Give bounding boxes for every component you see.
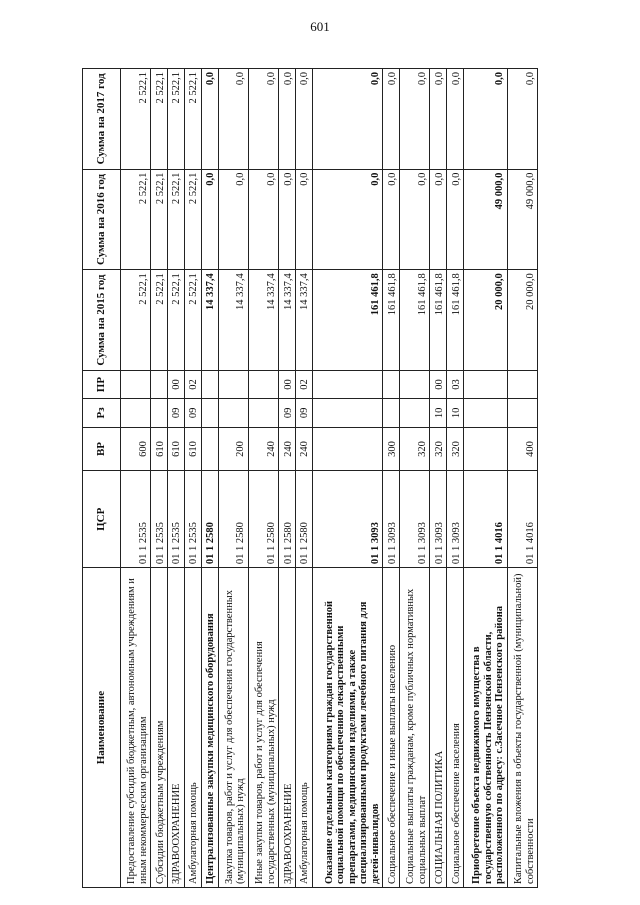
- sum-2016-cell: 0,0: [248, 169, 278, 270]
- sum-2017-cell: 2 522,1: [168, 69, 185, 170]
- rz-cell: [218, 399, 248, 427]
- vr-cell: 200: [218, 427, 248, 471]
- header-sum-2017: Сумма на 2017 год: [83, 69, 121, 170]
- sum-2017-cell: 0,0: [507, 69, 537, 170]
- rz-cell: 09: [296, 399, 313, 427]
- pr-cell: [151, 370, 168, 398]
- pr-cell: [312, 370, 382, 398]
- sum-2015-cell: 14 337,4: [296, 270, 313, 371]
- table-row: [184, 69, 201, 888]
- sum-2017-cell: 0,0: [296, 69, 313, 170]
- sum-2015-cell: 20 000,0: [464, 270, 508, 371]
- name-cell: СОЦИАЛЬНАЯ ПОЛИТИКА: [430, 568, 447, 888]
- sum-2016-cell: 0,0: [447, 169, 464, 270]
- sum-2016-cell: 2 522,1: [168, 169, 185, 270]
- name-cell: Капитальные вложения в объекты государственной (муниципальной) собственности: [507, 568, 537, 888]
- table-row: [296, 69, 313, 888]
- sum-2017-cell: 2 522,1: [184, 69, 201, 170]
- table-row: [400, 69, 430, 888]
- sum-2016-cell: 0,0: [279, 169, 296, 270]
- pr-cell: 00: [168, 370, 185, 398]
- csr-cell: 01 1 2580: [279, 471, 296, 568]
- rz-cell: 10: [430, 399, 447, 427]
- name-cell: Оказание отдельным категориям граждан государственной социальной помощи по обеспечению лекарственными препаратами, медицинскими изделиями, а также специализированными продуктами лечебного питания для детей-инвалидов: [312, 568, 382, 888]
- name-cell: ЗДРАВООХРАНЕНИЕ: [168, 568, 185, 888]
- pr-cell: [201, 370, 218, 398]
- csr-cell: 01 1 4016: [507, 471, 537, 568]
- name-cell: Иные закупки товаров, работ и услуг для обеспечения государственных (муниципальных) нужд: [248, 568, 278, 888]
- sum-2015-cell: 161 461,8: [447, 270, 464, 371]
- table-row: [218, 69, 248, 888]
- pr-cell: [400, 370, 430, 398]
- vr-cell: [201, 427, 218, 471]
- sum-2015-cell: 2 522,1: [184, 270, 201, 371]
- rz-cell: [201, 399, 218, 427]
- table-row: [201, 69, 218, 888]
- rz-cell: 09: [184, 399, 201, 427]
- rz-cell: [312, 399, 382, 427]
- name-cell: Социальное обеспечение населения: [447, 568, 464, 888]
- header-rz: Рз: [83, 399, 121, 427]
- sum-2015-cell: 161 461,8: [383, 270, 400, 371]
- rotated-table-wrapper: [82, 68, 538, 888]
- csr-cell: 01 1 2535: [121, 471, 151, 568]
- csr-cell: 01 1 2535: [184, 471, 201, 568]
- vr-cell: 320: [430, 427, 447, 471]
- vr-cell: 240: [248, 427, 278, 471]
- sum-2017-cell: 0,0: [464, 69, 508, 170]
- table-row: [383, 69, 400, 888]
- vr-cell: [464, 427, 508, 471]
- vr-cell: 300: [383, 427, 400, 471]
- sum-2015-cell: 161 461,8: [312, 270, 382, 371]
- sum-2016-cell: 0,0: [218, 169, 248, 270]
- vr-cell: 240: [296, 427, 313, 471]
- pr-cell: 02: [296, 370, 313, 398]
- sum-2017-cell: 0,0: [312, 69, 382, 170]
- name-cell: ЗДРАВООХРАНЕНИЕ: [279, 568, 296, 888]
- header-vr: ВР: [83, 427, 121, 471]
- sum-2017-cell: 0,0: [279, 69, 296, 170]
- sum-2016-cell: 2 522,1: [184, 169, 201, 270]
- rz-cell: 09: [279, 399, 296, 427]
- sum-2017-cell: 0,0: [400, 69, 430, 170]
- sum-2017-cell: 0,0: [248, 69, 278, 170]
- vr-cell: [312, 427, 382, 471]
- vr-cell: 400: [507, 427, 537, 471]
- table-row: [464, 69, 508, 888]
- pr-cell: 00: [279, 370, 296, 398]
- name-cell: Закупка товаров, работ и услуг для обеспечения государственных (муниципальных) нужд: [218, 568, 248, 888]
- sum-2016-cell: 0,0: [400, 169, 430, 270]
- sum-2015-cell: 20 000,0: [507, 270, 537, 371]
- sum-2016-cell: 0,0: [430, 169, 447, 270]
- pr-cell: [248, 370, 278, 398]
- csr-cell: 01 1 2580: [201, 471, 218, 568]
- vr-cell: 320: [447, 427, 464, 471]
- header-name: Наименование: [83, 568, 121, 888]
- csr-cell: 01 1 4016: [464, 471, 508, 568]
- pr-cell: 02: [184, 370, 201, 398]
- vr-cell: 320: [400, 427, 430, 471]
- rz-cell: [248, 399, 278, 427]
- csr-cell: 01 1 2535: [151, 471, 168, 568]
- rz-cell: [383, 399, 400, 427]
- table-row: [151, 69, 168, 888]
- name-cell: Централизованные закупки медицинского оборудования: [201, 568, 218, 888]
- sum-2016-cell: 2 522,1: [151, 169, 168, 270]
- sum-2015-cell: 14 337,4: [218, 270, 248, 371]
- sum-2017-cell: 2 522,1: [121, 69, 151, 170]
- csr-cell: 01 1 2535: [168, 471, 185, 568]
- sum-2017-cell: 2 522,1: [151, 69, 168, 170]
- vr-cell: 610: [168, 427, 185, 471]
- rz-cell: 09: [168, 399, 185, 427]
- pr-cell: [218, 370, 248, 398]
- pr-cell: [121, 370, 151, 398]
- csr-cell: 01 1 3093: [400, 471, 430, 568]
- rz-cell: 10: [447, 399, 464, 427]
- table-row: [447, 69, 464, 888]
- table-header-row: [83, 69, 121, 888]
- sum-2015-cell: 2 522,1: [168, 270, 185, 371]
- name-cell: Субсидии бюджетным учреждениям: [151, 568, 168, 888]
- sum-2017-cell: 0,0: [430, 69, 447, 170]
- rz-cell: [151, 399, 168, 427]
- vr-cell: 610: [151, 427, 168, 471]
- sum-2017-cell: 0,0: [218, 69, 248, 170]
- csr-cell: 01 1 2580: [218, 471, 248, 568]
- csr-cell: 01 1 2580: [296, 471, 313, 568]
- sum-2017-cell: 0,0: [383, 69, 400, 170]
- sum-2015-cell: 14 337,4: [279, 270, 296, 371]
- rz-cell: [464, 399, 508, 427]
- name-cell: Социальные выплаты гражданам, кроме публичных нормативных социальных выплат: [400, 568, 430, 888]
- header-pr: ПР: [83, 370, 121, 398]
- pr-cell: 00: [430, 370, 447, 398]
- csr-cell: 01 1 3093: [447, 471, 464, 568]
- name-cell: Амбулаторная помощь: [296, 568, 313, 888]
- pr-cell: [383, 370, 400, 398]
- name-cell: Приобретение объекта недвижимого имущества в государственную собственность Пензенской области, расположенного по адресу: с.Засечное Пензенского района: [464, 568, 508, 888]
- csr-cell: 01 1 3093: [312, 471, 382, 568]
- sum-2016-cell: 0,0: [296, 169, 313, 270]
- sum-2015-cell: 2 522,1: [121, 270, 151, 371]
- header-csr: ЦСР: [83, 471, 121, 568]
- sum-2016-cell: 0,0: [312, 169, 382, 270]
- csr-cell: 01 1 3093: [383, 471, 400, 568]
- pr-cell: [464, 370, 508, 398]
- pr-cell: 03: [447, 370, 464, 398]
- table-row: [168, 69, 185, 888]
- header-sum-2015: Сумма на 2015 год: [83, 270, 121, 371]
- table-body: [121, 69, 538, 888]
- sum-2016-cell: 2 522,1: [121, 169, 151, 270]
- header-sum-2016: Сумма на 2016 год: [83, 169, 121, 270]
- sum-2015-cell: 14 337,4: [201, 270, 218, 371]
- budget-table: [82, 68, 538, 888]
- table-row: [312, 69, 382, 888]
- table-row: [121, 69, 151, 888]
- rz-cell: [507, 399, 537, 427]
- sum-2017-cell: 0,0: [447, 69, 464, 170]
- table-row: [430, 69, 447, 888]
- sum-2017-cell: 0,0: [201, 69, 218, 170]
- sum-2016-cell: 0,0: [201, 169, 218, 270]
- rz-cell: [121, 399, 151, 427]
- vr-cell: 610: [184, 427, 201, 471]
- table-row: [248, 69, 278, 888]
- name-cell: Социальное обеспечение и иные выплаты населению: [383, 568, 400, 888]
- name-cell: Амбулаторная помощь: [184, 568, 201, 888]
- csr-cell: 01 1 3093: [430, 471, 447, 568]
- table-row: [279, 69, 296, 888]
- pr-cell: [507, 370, 537, 398]
- vr-cell: 600: [121, 427, 151, 471]
- rz-cell: [400, 399, 430, 427]
- sum-2015-cell: 161 461,8: [400, 270, 430, 371]
- sum-2015-cell: 161 461,8: [430, 270, 447, 371]
- table-row: [507, 69, 537, 888]
- name-cell: Предоставление субсидий бюджетным, автономным учреждениям и иным некоммерческим организациям: [121, 568, 151, 888]
- sum-2016-cell: 49 000,0: [464, 169, 508, 270]
- vr-cell: 240: [279, 427, 296, 471]
- sum-2015-cell: 2 522,1: [151, 270, 168, 371]
- csr-cell: 01 1 2580: [248, 471, 278, 568]
- sum-2015-cell: 14 337,4: [248, 270, 278, 371]
- sum-2016-cell: 49 000,0: [507, 169, 537, 270]
- sum-2016-cell: 0,0: [383, 169, 400, 270]
- page-number: 601: [310, 19, 330, 34]
